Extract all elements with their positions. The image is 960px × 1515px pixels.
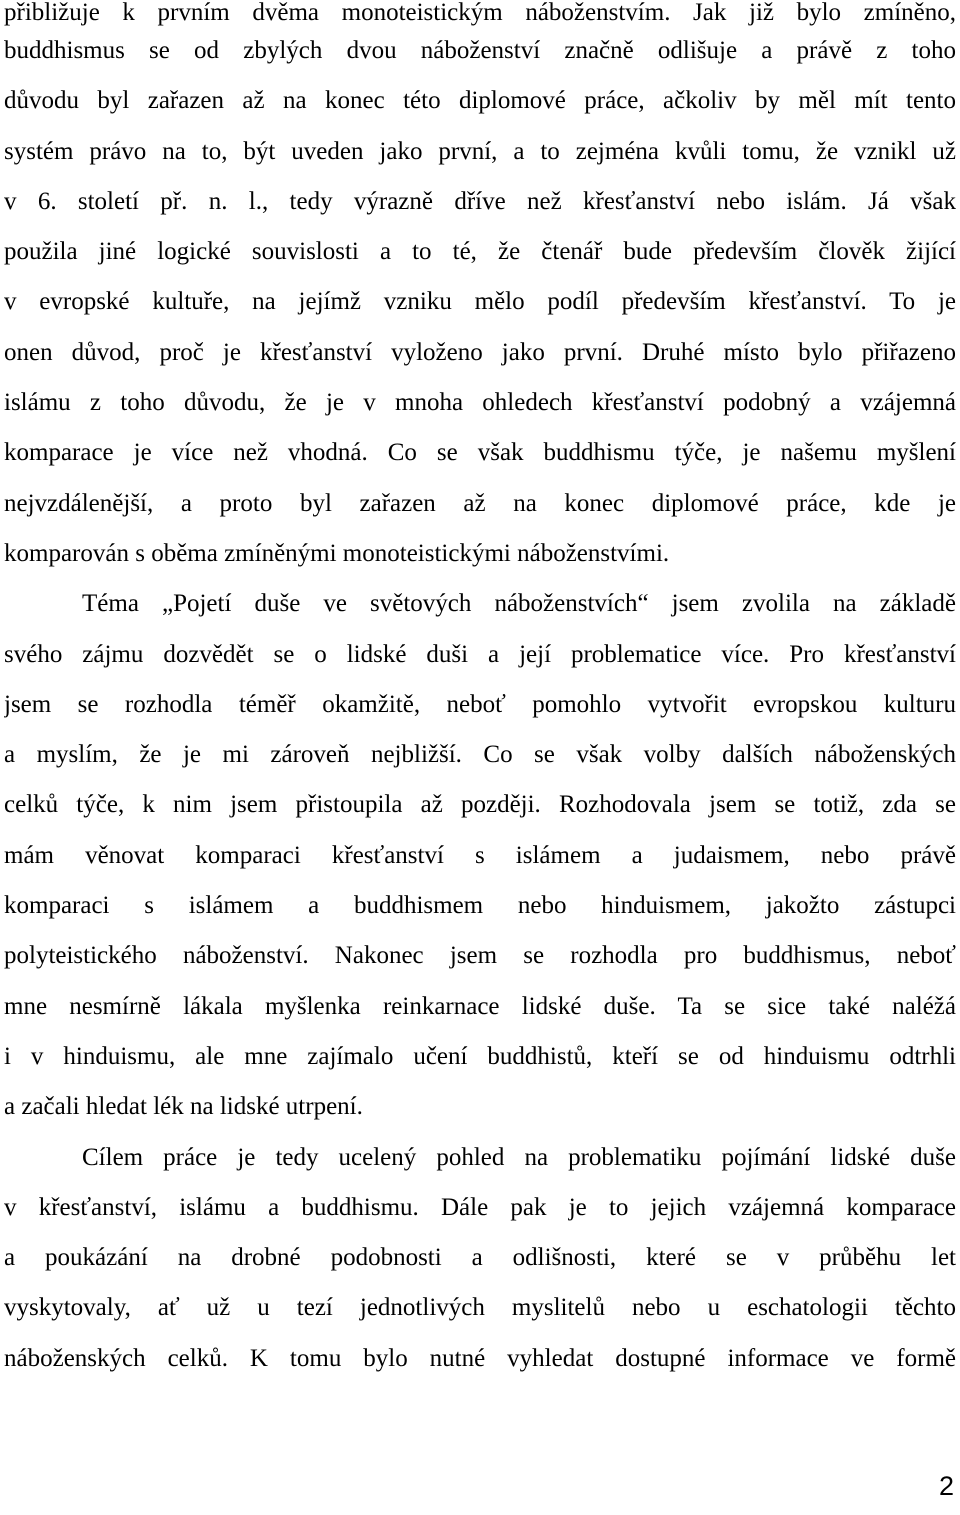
text-line: mne nesmírně lákala myšlenka reinkarnace lidské duše. Ta se sice také naléžá: [4, 992, 956, 1020]
text-line: a poukázání na drobné podobnosti a odlišnosti, které se v průběhu let: [4, 1244, 956, 1272]
text-line: celků týče, k nim jsem přistoupila až později. Rozhodovala jsem se totiž, zda se: [4, 791, 956, 819]
text-line: systém právo na to, být uveden jako první, a to zejména kvůli tomu, že vznikl už: [4, 137, 956, 165]
text-line: islámu z toho důvodu, že je v mnoha ohledech křesťanství podobný a vzájemná: [4, 389, 956, 417]
text-line: a začali hledat lék na lidské utrpení.: [4, 1093, 363, 1121]
text-line: jsem se rozhodla téměř okamžitě, neboť pomohlo vytvořit evropskou kulturu: [4, 690, 956, 718]
text-line: v evropské kultuře, na jejímž vzniku mělo podíl především křesťanství. To je: [4, 288, 956, 316]
text-line: přibližuje k prvním dvěma monoteistickým náboženstvím. Jak již bylo zmíněno,: [4, 0, 956, 26]
text-line: i v hinduismu, ale mne zajímalo učení buddhistů, kteří se od hinduismu odtrhli: [4, 1042, 956, 1070]
text-line: Cílem práce je tedy ucelený pohled na problematiku pojímání lidské duše: [82, 1143, 956, 1171]
body-text: [4, 0, 956, 1388]
text-line: a myslím, že je mi zároveň nejbližší. Co se však volby dalších náboženských: [4, 741, 956, 769]
text-line: v křesťanství, islámu a buddhismu. Dále pak je to jejich vzájemná komparace: [4, 1193, 956, 1221]
text-line: důvodu byl zařazen až na konec této diplomové práce, ačkoliv by měl mít tento: [4, 87, 956, 115]
text-line: mám věnovat komparaci křesťanství s islámem a judaismem, nebo právě: [4, 841, 956, 869]
text-line: komparaci s islámem a buddhismem nebo hinduismem, jakožto zástupci: [4, 892, 956, 920]
text-line: buddhismus se od zbylých dvou náboženství značně odlišuje a právě z toho: [4, 37, 956, 64]
text-line: náboženských celků. K tomu bylo nutné vyhledat dostupné informace ve formě: [4, 1344, 956, 1372]
text-line: onen důvod, proč je křesťanství vyloženo jako první. Druhé místo bylo přiřazeno: [4, 338, 956, 366]
text-line: komparován s oběma zmíněnými monoteistickými náboženstvími.: [4, 539, 670, 567]
page-number: 2: [938, 1471, 954, 1501]
text-line: komparace je více než vhodná. Co se však buddhismu týče, je našemu myšlení: [4, 439, 956, 467]
text-line: v 6. století př. n. l., tedy výrazně dříve než křesťanství nebo islám. Já však: [4, 187, 956, 215]
text-line: použila jiné logické souvislosti a to té, že čtenář bude především člověk žijící: [4, 238, 956, 266]
text-line: polyteistického náboženství. Nakonec jsem se rozhodla pro buddhismus, neboť: [4, 942, 956, 970]
text-line: Téma „Pojetí duše ve světových náboženstvích“ jsem zvolila na základě: [82, 590, 956, 618]
text-line: vyskytovaly, ať už u tezí jednotlivých myslitelů nebo u eschatologii těchto: [4, 1294, 956, 1322]
text-line: nejvzdálenější, a proto byl zařazen až na konec diplomové práce, kde je: [4, 489, 956, 517]
text-line: svého zájmu dozvědět se o lidské duši a její problematice více. Pro křesťanství: [4, 640, 956, 668]
